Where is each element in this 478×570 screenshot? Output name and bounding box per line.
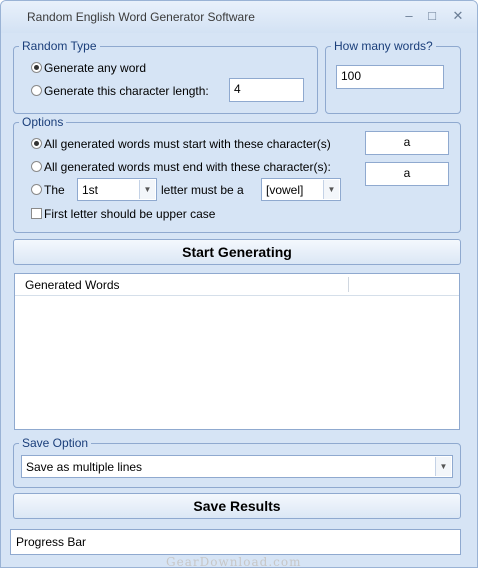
- window-title: Random English Word Generator Software: [27, 10, 255, 24]
- how-many-words-legend: How many words?: [334, 39, 433, 53]
- letter-type-value: [vowel]: [266, 183, 304, 197]
- generate-any-word-label: Generate any word: [44, 61, 147, 75]
- minimize-icon[interactable]: –: [405, 8, 413, 23]
- progress-bar: Progress Bar: [10, 529, 461, 555]
- column-divider[interactable]: [348, 277, 349, 292]
- letter-position-value: 1st: [82, 183, 99, 197]
- save-option-legend: Save Option: [22, 436, 89, 450]
- close-icon[interactable]: ✕: [452, 8, 464, 23]
- letter-must-be-label: letter must be a: [161, 183, 244, 197]
- character-length-input[interactable]: 4: [229, 78, 304, 102]
- upper-case-label: First letter should be upper case: [44, 207, 216, 221]
- save-results-button[interactable]: Save Results: [13, 493, 461, 519]
- options-legend: Options: [22, 115, 64, 129]
- end-with-radio[interactable]: [31, 161, 42, 172]
- title-bar: [1, 1, 477, 33]
- end-with-label: All generated words must end with these character(s):: [44, 160, 331, 174]
- watermark: GearDownload.com: [166, 555, 302, 568]
- generate-any-word-radio[interactable]: [31, 62, 42, 73]
- chevron-down-icon[interactable]: ▼: [139, 180, 155, 199]
- generated-words-column-header[interactable]: Generated Words: [25, 278, 120, 292]
- start-characters-input[interactable]: a: [365, 131, 449, 155]
- random-type-legend: Random Type: [22, 39, 97, 53]
- save-option-value: Save as multiple lines: [26, 460, 143, 474]
- the-label: The: [44, 183, 65, 197]
- list-header: [15, 274, 459, 296]
- maximize-icon[interactable]: □: [428, 8, 436, 23]
- start-with-radio[interactable]: [31, 138, 42, 149]
- start-generating-button[interactable]: Start Generating: [13, 239, 461, 265]
- chevron-down-icon[interactable]: ▼: [323, 180, 339, 199]
- generate-length-radio[interactable]: [31, 85, 42, 96]
- letter-position-select[interactable]: [77, 178, 157, 201]
- word-count-input[interactable]: 100: [336, 65, 444, 89]
- generate-length-label: Generate this character length:: [44, 84, 209, 98]
- upper-case-checkbox[interactable]: [31, 208, 42, 219]
- letter-position-radio[interactable]: [31, 184, 42, 195]
- start-with-label: All generated words must start with these character(s): [44, 137, 331, 151]
- chevron-down-icon[interactable]: ▼: [435, 457, 451, 476]
- random-type-group: [13, 39, 318, 114]
- letter-type-select[interactable]: [261, 178, 341, 201]
- save-option-select[interactable]: [21, 455, 453, 478]
- end-characters-input[interactable]: a: [365, 162, 449, 186]
- generated-words-list[interactable]: [14, 273, 460, 430]
